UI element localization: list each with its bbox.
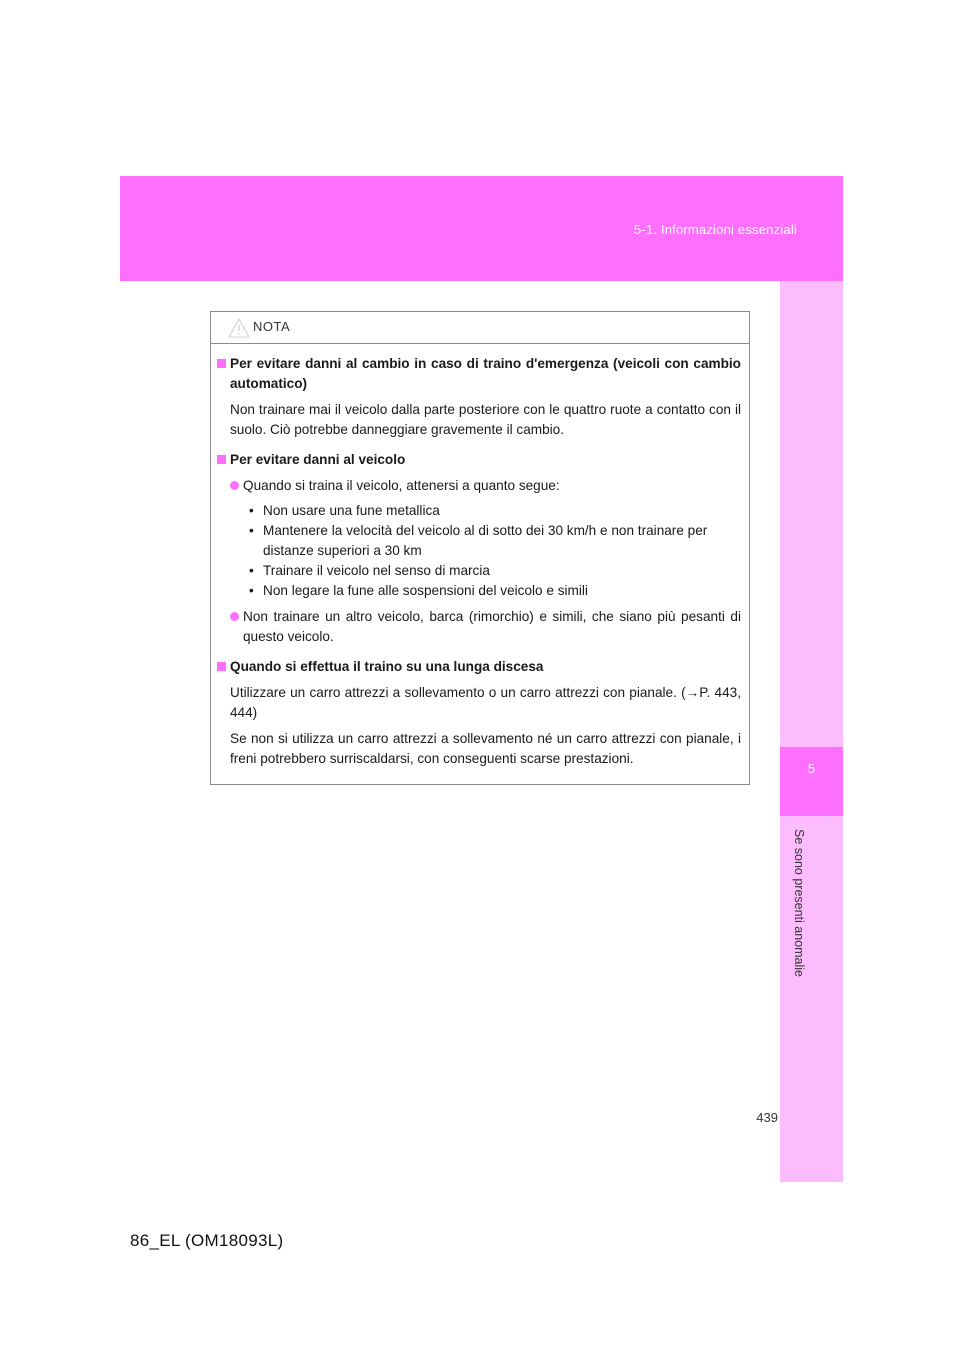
note-header: [211, 312, 749, 344]
list-item: [217, 501, 741, 521]
page-number: 439: [756, 1110, 778, 1125]
section-heading: [217, 450, 741, 470]
section-heading-text: Per evitare danni al veicolo: [230, 452, 406, 467]
list-item-text: Quando si traina il veicolo, attenersi a quanto segue:: [243, 478, 560, 493]
paragraph: Se non si utilizza un carro attrezzi a sollevamento né un carro attrezzi con pianale, i freni potrebbero surriscaldarsi, con conseguenti scarse prestazioni.: [230, 731, 741, 766]
footer-code: 86_EL (OM18093L): [130, 1231, 284, 1250]
dot-bullet-icon: •: [249, 503, 254, 518]
chapter-title: Se sono presenti anomalie: [792, 829, 806, 978]
section-heading-text: Per evitare danni al cambio in caso di traino d'emergenza (veicoli con cambio automatico): [230, 356, 741, 391]
chapter-number-box: [780, 747, 843, 816]
list-item-text: Non trainare un altro veicolo, barca (rimorchio) e simili, che siano più pesanti di questo veicolo.: [243, 609, 741, 644]
list-item: [217, 476, 741, 496]
dot-bullet-icon: •: [249, 563, 254, 578]
list-item-text: Mantenere la velocità del veicolo al di sotto dei 30 km/h e non trainare per distanze superiori a 30 km: [263, 523, 708, 558]
warning-triangle-icon: [228, 318, 250, 338]
list-item: [217, 607, 741, 647]
paragraph: Non trainare mai il veicolo dalla parte posteriore con le quattro ruote a contatto con il suolo. Ciò potrebbe danneggiare gravemente il cambio.: [230, 402, 741, 437]
dot-list: [217, 501, 741, 601]
header-band: [120, 176, 843, 281]
note-box: [210, 311, 750, 785]
section-title: 5-1. Informazioni essenziali: [633, 222, 797, 237]
section-heading: [217, 354, 741, 394]
square-bullet-icon: [217, 455, 226, 464]
square-bullet-icon: [217, 662, 226, 671]
chapter-number: 5: [807, 761, 816, 776]
list-item-text: Non usare una fune metallica: [263, 503, 440, 518]
note-body: [211, 344, 749, 769]
section-heading: [217, 657, 741, 677]
list-item-text: Trainare il veicolo nel senso di marcia: [263, 563, 490, 578]
list-item: [217, 521, 741, 561]
chapter-side-tab: [780, 281, 843, 1182]
circle-bullet-icon: [230, 481, 239, 490]
section-heading-text: Quando si effettua il traino su una lunga discesa: [230, 659, 544, 674]
list-item-text: Non legare la fune alle sospensioni del veicolo e simili: [263, 583, 588, 598]
list-item: [217, 581, 741, 601]
paragraph: Utilizzare un carro attrezzi a sollevamento o un carro attrezzi con pianale. (→P. 443, 444): [230, 685, 741, 720]
dot-bullet-icon: •: [249, 523, 254, 538]
square-bullet-icon: [217, 359, 226, 368]
note-title: NOTA: [253, 319, 291, 334]
list-item: [217, 561, 741, 581]
circle-bullet-icon: [230, 612, 239, 621]
dot-bullet-icon: •: [249, 583, 254, 598]
